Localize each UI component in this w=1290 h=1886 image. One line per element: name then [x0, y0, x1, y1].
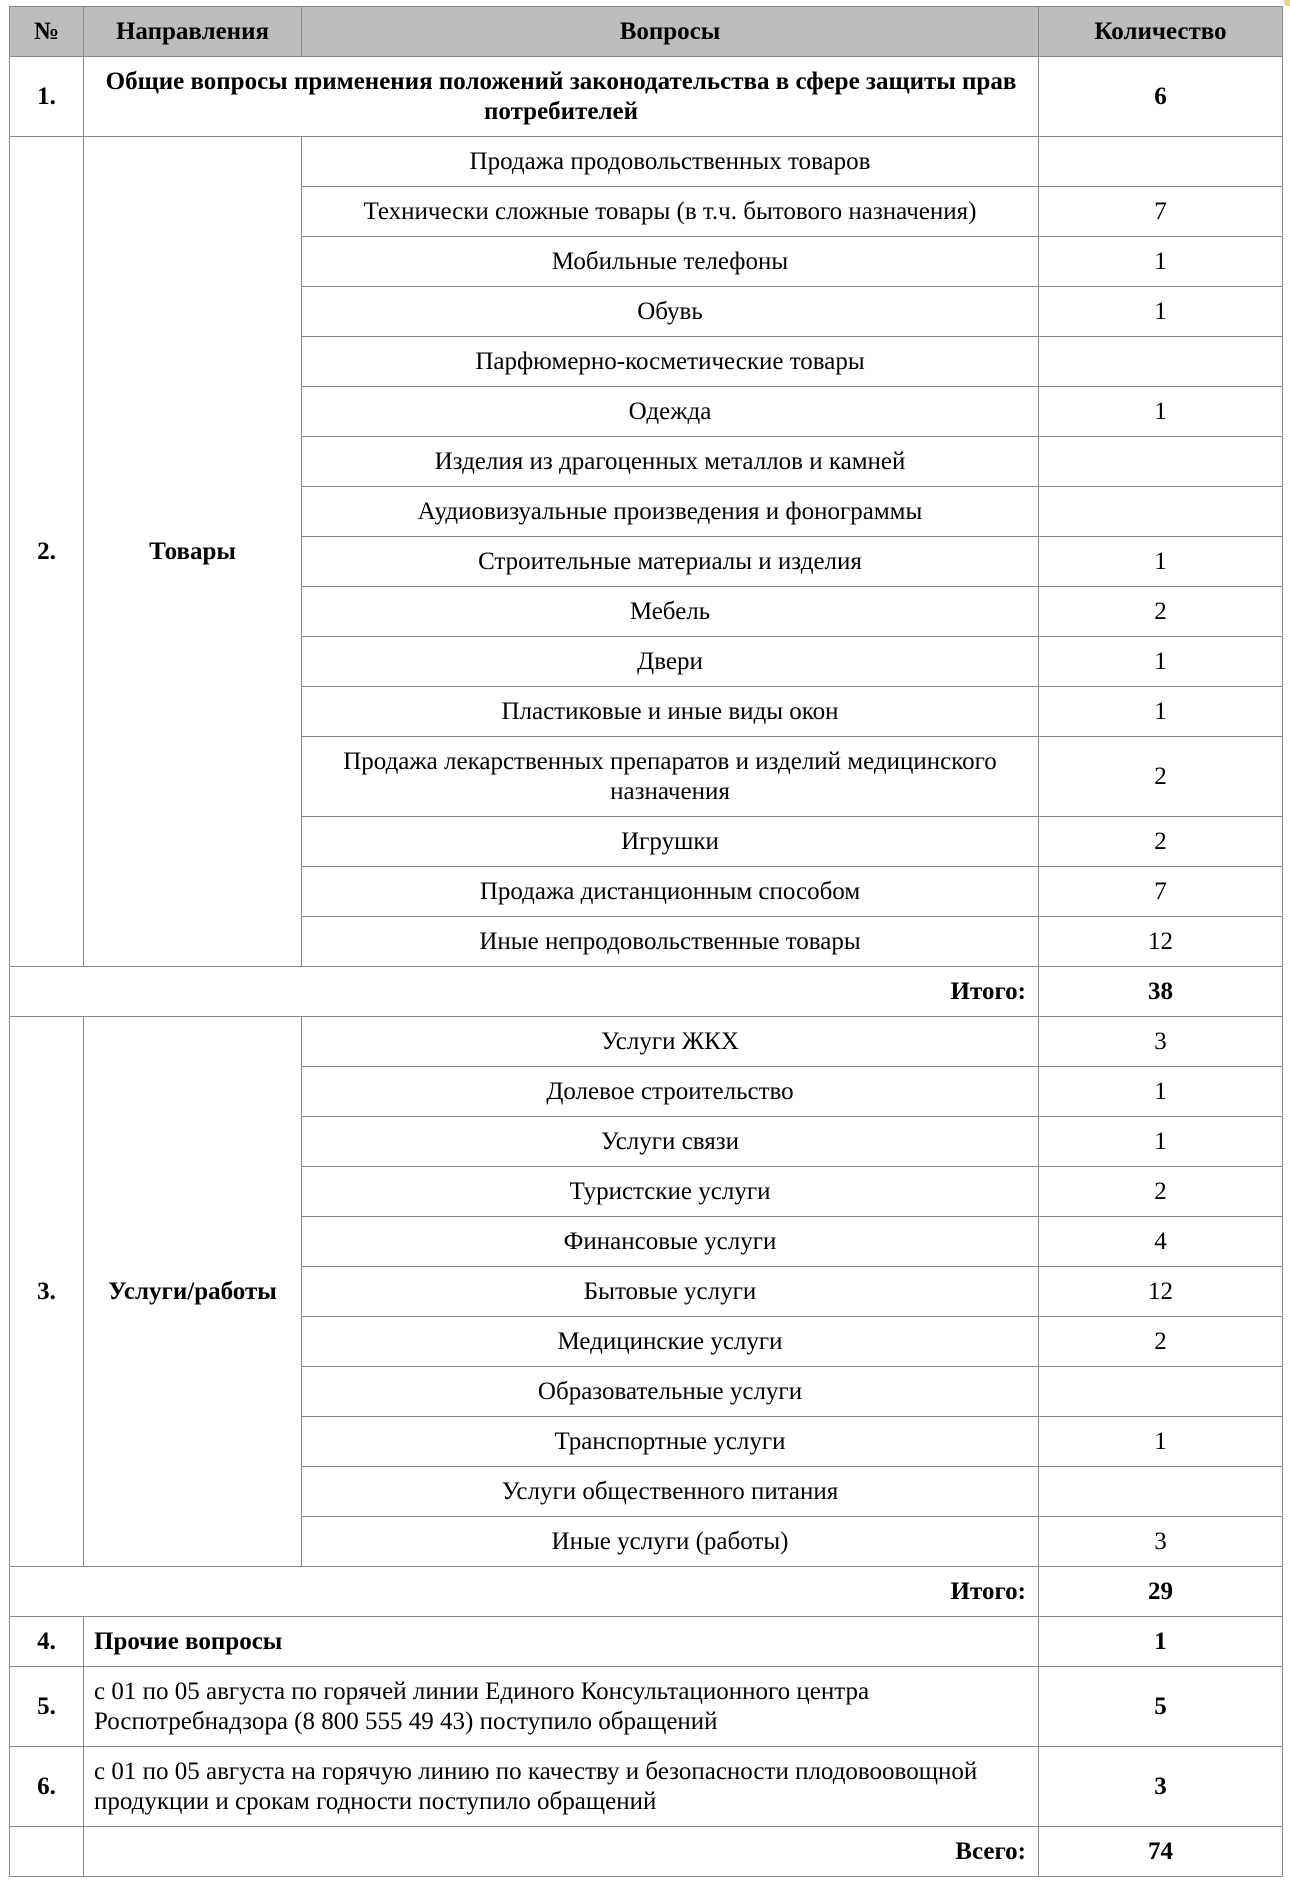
question-cell: Финансовые услуги [302, 1217, 1039, 1267]
count-cell: 12 [1039, 1267, 1283, 1317]
goods-row [10, 137, 1283, 187]
question-cell: Игрушки [302, 817, 1039, 867]
count-cell [1039, 487, 1283, 537]
row-general [10, 57, 1283, 137]
question-cell: Одежда [302, 387, 1039, 437]
row-text: Прочие вопросы [84, 1617, 1039, 1667]
question-cell: Строительные материалы и изделия [302, 537, 1039, 587]
count-cell [1039, 1367, 1283, 1417]
count-cell [1039, 337, 1283, 387]
count-cell: 1 [1039, 1117, 1283, 1167]
question-cell: Образовательные услуги [302, 1367, 1039, 1417]
services-total-value: 29 [1039, 1567, 1283, 1617]
question-cell: Аудиовизуальные произведения и фонограммы [302, 487, 1039, 537]
count-cell [1039, 1467, 1283, 1517]
count-cell: 1 [1039, 237, 1283, 287]
count-cell: 7 [1039, 187, 1283, 237]
question-cell: Долевое строительство [302, 1067, 1039, 1117]
consumer-requests-table [9, 6, 1283, 1877]
row-hotline-rospotrebnadzor [10, 1667, 1283, 1747]
question-cell: Парфюмерно-косметические товары [302, 337, 1039, 387]
count-cell: 1 [1039, 637, 1283, 687]
count-cell: 3 [1039, 1517, 1283, 1567]
question-cell: Пластиковые и иные виды окон [302, 687, 1039, 737]
count-cell: 7 [1039, 867, 1283, 917]
corner-marker [1284, 0, 1290, 6]
count-cell: 2 [1039, 737, 1283, 817]
header-count: Количество [1039, 7, 1283, 57]
question-cell: Продажа лекарственных препаратов и изделий медицинского назначения [302, 737, 1039, 817]
header-questions: Вопросы [302, 7, 1039, 57]
goods-total-row [10, 967, 1283, 1017]
question-cell: Технически сложные товары (в т.ч. бытового назначения) [302, 187, 1039, 237]
services-total-label: Итого: [10, 1567, 1039, 1617]
count-cell: 3 [1039, 1017, 1283, 1067]
question-cell: Иные услуги (работы) [302, 1517, 1039, 1567]
row-text: с 01 по 05 августа на горячую линию по качеству и безопасности плодовоовощной продукции и срокам годности поступило обращений [84, 1747, 1039, 1827]
question-cell: Продажа продовольственных товаров [302, 137, 1039, 187]
row-count: 3 [1039, 1747, 1283, 1827]
row-count: 1 [1039, 1617, 1283, 1667]
count-cell: 2 [1039, 1317, 1283, 1367]
header-num: № [10, 7, 84, 57]
grand-total-empty-cell [10, 1827, 84, 1877]
header-direction: Направления [84, 7, 302, 57]
count-cell: 1 [1039, 537, 1283, 587]
goods-num: 2. [10, 137, 84, 967]
question-cell: Услуги общественного питания [302, 1467, 1039, 1517]
question-cell: Изделия из драгоценных металлов и камней [302, 437, 1039, 487]
row-hotline-quality [10, 1747, 1283, 1827]
consumer-requests-table-wrapper [9, 6, 1282, 1877]
count-cell [1039, 137, 1283, 187]
question-cell: Иные непродовольственные товары [302, 917, 1039, 967]
row-num: 5. [10, 1667, 84, 1747]
row-count: 5 [1039, 1667, 1283, 1747]
row-other [10, 1617, 1283, 1667]
count-cell: 2 [1039, 1167, 1283, 1217]
count-cell: 12 [1039, 917, 1283, 967]
count-cell [1039, 437, 1283, 487]
services-direction: Услуги/работы [84, 1017, 302, 1567]
question-cell: Услуги связи [302, 1117, 1039, 1167]
grand-total-value: 74 [1039, 1827, 1283, 1877]
question-cell: Мобильные телефоны [302, 237, 1039, 287]
services-num: 3. [10, 1017, 84, 1567]
count-cell: 4 [1039, 1217, 1283, 1267]
services-total-row [10, 1567, 1283, 1617]
row-num: 4. [10, 1617, 84, 1667]
question-cell: Туристские услуги [302, 1167, 1039, 1217]
count-cell: 1 [1039, 687, 1283, 737]
goods-total-value: 38 [1039, 967, 1283, 1017]
goods-direction: Товары [84, 137, 302, 967]
count-cell: 1 [1039, 387, 1283, 437]
count-cell: 2 [1039, 817, 1283, 867]
count-cell: 1 [1039, 1067, 1283, 1117]
services-row [10, 1017, 1283, 1067]
question-cell: Медицинские услуги [302, 1317, 1039, 1367]
question-cell: Бытовые услуги [302, 1267, 1039, 1317]
row-num: 1. [10, 57, 84, 137]
question-cell: Обувь [302, 287, 1039, 337]
count-cell: 2 [1039, 587, 1283, 637]
question-cell: Транспортные услуги [302, 1417, 1039, 1467]
row-count: 6 [1039, 57, 1283, 137]
question-cell: Двери [302, 637, 1039, 687]
question-cell: Услуги ЖКХ [302, 1017, 1039, 1067]
grand-total-row [10, 1827, 1283, 1877]
question-cell: Мебель [302, 587, 1039, 637]
count-cell: 1 [1039, 1417, 1283, 1467]
header-row [10, 7, 1283, 57]
row-num: 6. [10, 1747, 84, 1827]
row-text: Общие вопросы применения положений законодательства в сфере защиты прав потребителей [84, 57, 1039, 137]
goods-total-label: Итого: [10, 967, 1039, 1017]
count-cell: 1 [1039, 287, 1283, 337]
row-text: с 01 по 05 августа по горячей линии Единого Консультационного центра Роспотребнадзора (8 800 555 49 43) поступило обращений [84, 1667, 1039, 1747]
grand-total-label: Всего: [84, 1827, 1039, 1877]
question-cell: Продажа дистанционным способом [302, 867, 1039, 917]
